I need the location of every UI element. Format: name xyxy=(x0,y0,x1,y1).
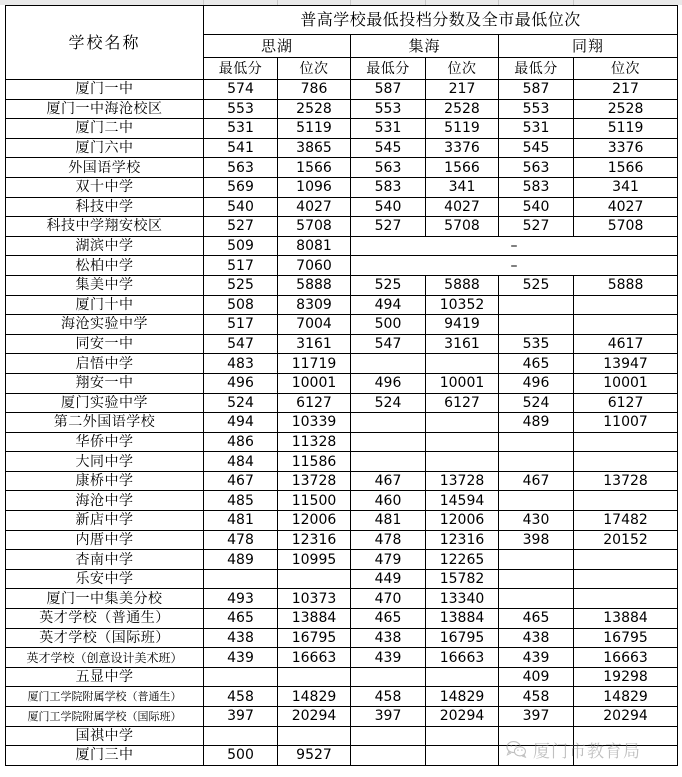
cell-sihu-minscore: 541 xyxy=(204,138,278,158)
cell-sihu-rank: 4027 xyxy=(278,197,351,217)
cell-tongxiang-minscore xyxy=(499,746,574,766)
cell-jihai-rank: 16663 xyxy=(426,648,499,668)
table-row xyxy=(6,432,678,452)
cell-tongxiang-rank: 20294 xyxy=(574,707,678,727)
cell-sihu-rank: 10001 xyxy=(278,373,351,393)
table-row xyxy=(6,530,678,550)
cell-sihu-minscore: 465 xyxy=(204,609,278,629)
cell-sihu-rank: 8309 xyxy=(278,295,351,315)
cell-jihai-rank: 217 xyxy=(426,80,499,100)
cell-jihai-rank: 20294 xyxy=(426,707,499,727)
cell-tongxiang-minscore xyxy=(499,550,574,570)
school-name-cell: 华侨中学 xyxy=(6,432,204,452)
cell-jihai-rank xyxy=(426,354,499,374)
cell-jihai-minscore xyxy=(351,667,426,687)
cell-sihu-minscore: 563 xyxy=(204,158,278,178)
cell-jihai-minscore: 583 xyxy=(351,177,426,197)
cell-jihai-rank: 13340 xyxy=(426,589,499,609)
cell-sihu-rank xyxy=(278,726,351,746)
cell-tongxiang-minscore: 489 xyxy=(499,413,574,433)
cell-jihai-rank: 13728 xyxy=(426,471,499,491)
cell-jihai-rank xyxy=(426,746,499,766)
header-group-sihu: 思湖 xyxy=(204,35,351,58)
cell-tongxiang-rank: 16663 xyxy=(574,648,678,668)
cell-sihu-rank: 3865 xyxy=(278,138,351,158)
cell-sihu-rank: 5119 xyxy=(278,119,351,139)
cell-jihai-rank: 16795 xyxy=(426,628,499,648)
school-name-cell: 双十中学 xyxy=(6,177,204,197)
cell-tongxiang-rank: 341 xyxy=(574,177,678,197)
table-row xyxy=(6,295,678,315)
cell-tongxiang-minscore: 465 xyxy=(499,354,574,374)
cell-sihu-rank: 786 xyxy=(278,80,351,100)
school-name-cell: 第二外国语学校 xyxy=(6,413,204,433)
cell-sihu-rank: 5888 xyxy=(278,275,351,295)
school-name-cell: 厦门六中 xyxy=(6,138,204,158)
cell-jihai-rank: 5119 xyxy=(426,119,499,139)
cell-sihu-rank: 6127 xyxy=(278,393,351,413)
school-name-cell: 海沧实验中学 xyxy=(6,315,204,335)
cell-jihai-minscore: 458 xyxy=(351,687,426,707)
cell-jihai-rank: 14829 xyxy=(426,687,499,707)
table-row xyxy=(6,491,678,511)
cell-tongxiang-minscore: 527 xyxy=(499,217,574,237)
cell-tongxiang-minscore: 398 xyxy=(499,530,574,550)
school-name-cell: 英才学校（创意设计美术班） xyxy=(6,648,204,668)
cell-tongxiang-minscore xyxy=(499,315,574,335)
table-row xyxy=(6,667,678,687)
cell-jihai-minscore: 540 xyxy=(351,197,426,217)
cell-tongxiang-minscore: 496 xyxy=(499,373,574,393)
cell-sihu-minscore: 517 xyxy=(204,256,278,276)
cell-sihu-minscore: 484 xyxy=(204,452,278,472)
cell-sihu-rank: 16663 xyxy=(278,648,351,668)
cell-tongxiang-minscore xyxy=(499,491,574,511)
cell-jihai-rank: 14594 xyxy=(426,491,499,511)
school-name-cell: 厦门一中集美分校 xyxy=(6,589,204,609)
header-jihai-rank: 位次 xyxy=(426,58,499,80)
cell-no-data-dash: – xyxy=(351,256,678,276)
cell-tongxiang-minscore: 531 xyxy=(499,119,574,139)
table-row xyxy=(6,197,678,217)
cell-sihu-minscore: 494 xyxy=(204,413,278,433)
cell-jihai-minscore xyxy=(351,432,426,452)
cell-tongxiang-rank xyxy=(574,295,678,315)
cell-tongxiang-rank xyxy=(574,452,678,472)
cell-tongxiang-rank xyxy=(574,315,678,335)
cell-jihai-rank xyxy=(426,726,499,746)
cell-tongxiang-rank: 13884 xyxy=(574,609,678,629)
cell-sihu-minscore: 500 xyxy=(204,746,278,766)
table-row xyxy=(6,315,678,335)
table-row xyxy=(6,99,678,119)
cell-tongxiang-minscore: 524 xyxy=(499,393,574,413)
cell-sihu-minscore: 467 xyxy=(204,471,278,491)
school-name-cell: 新店中学 xyxy=(6,511,204,531)
cell-sihu-minscore: 439 xyxy=(204,648,278,668)
school-name-cell: 厦门一中海沧校区 xyxy=(6,99,204,119)
cell-jihai-rank: 1566 xyxy=(426,158,499,178)
cell-sihu-minscore: 525 xyxy=(204,275,278,295)
table-row xyxy=(6,628,678,648)
header-tongxiang-rank: 位次 xyxy=(574,58,678,80)
cell-tongxiang-rank: 5119 xyxy=(574,119,678,139)
cell-sihu-minscore: 508 xyxy=(204,295,278,315)
cell-jihai-rank: 4027 xyxy=(426,197,499,217)
table-row xyxy=(6,217,678,237)
table-row xyxy=(6,452,678,472)
cell-sihu-rank: 20294 xyxy=(278,707,351,727)
header-sihu-rank: 位次 xyxy=(278,58,351,80)
cell-tongxiang-rank xyxy=(574,491,678,511)
table-row xyxy=(6,648,678,668)
header-jihai-minscore: 最低分 xyxy=(351,58,426,80)
cell-jihai-rank: 3376 xyxy=(426,138,499,158)
cell-tongxiang-rank: 6127 xyxy=(574,393,678,413)
school-name-cell: 五显中学 xyxy=(6,667,204,687)
cell-sihu-rank: 11719 xyxy=(278,354,351,374)
cell-jihai-minscore: 460 xyxy=(351,491,426,511)
school-name-cell: 厦门一中 xyxy=(6,80,204,100)
cell-tongxiang-rank: 16795 xyxy=(574,628,678,648)
school-name-cell: 集美中学 xyxy=(6,275,204,295)
cell-sihu-rank: 11500 xyxy=(278,491,351,511)
cell-jihai-minscore: 553 xyxy=(351,99,426,119)
cell-sihu-rank: 10373 xyxy=(278,589,351,609)
cell-tongxiang-rank: 2528 xyxy=(574,99,678,119)
cell-sihu-minscore: 531 xyxy=(204,119,278,139)
cell-no-data-dash: – xyxy=(351,236,678,256)
school-name-cell: 松柏中学 xyxy=(6,256,204,276)
cell-tongxiang-minscore xyxy=(499,432,574,452)
cell-tongxiang-minscore: 438 xyxy=(499,628,574,648)
cell-sihu-minscore: 458 xyxy=(204,687,278,707)
cell-jihai-minscore: 478 xyxy=(351,530,426,550)
cell-sihu-rank: 12316 xyxy=(278,530,351,550)
cell-tongxiang-minscore: 563 xyxy=(499,158,574,178)
cell-sihu-minscore: 481 xyxy=(204,511,278,531)
table-row xyxy=(6,726,678,746)
cell-sihu-minscore: 489 xyxy=(204,550,278,570)
cell-sihu-minscore: 478 xyxy=(204,530,278,550)
cell-sihu-minscore: 527 xyxy=(204,217,278,237)
cell-jihai-rank xyxy=(426,452,499,472)
cell-tongxiang-rank: 13728 xyxy=(574,471,678,491)
cell-sihu-minscore: 486 xyxy=(204,432,278,452)
cell-sihu-rank: 3161 xyxy=(278,334,351,354)
cell-jihai-minscore: 525 xyxy=(351,275,426,295)
cell-sihu-rank: 11328 xyxy=(278,432,351,452)
school-name-cell: 科技中学 xyxy=(6,197,204,217)
cell-sihu-minscore: 509 xyxy=(204,236,278,256)
cell-sihu-minscore: 547 xyxy=(204,334,278,354)
cell-tongxiang-minscore: 553 xyxy=(499,99,574,119)
cell-tongxiang-rank: 17482 xyxy=(574,511,678,531)
school-name-cell: 英才学校（国际班） xyxy=(6,628,204,648)
school-name-cell: 厦门二中 xyxy=(6,119,204,139)
cell-sihu-rank xyxy=(278,667,351,687)
cell-tongxiang-minscore: 535 xyxy=(499,334,574,354)
cell-jihai-rank xyxy=(426,413,499,433)
admission-scores-table xyxy=(5,5,678,766)
cell-jihai-rank: 13884 xyxy=(426,609,499,629)
header-sihu-minscore: 最低分 xyxy=(204,58,278,80)
cell-tongxiang-rank: 19298 xyxy=(574,667,678,687)
cell-tongxiang-minscore: 465 xyxy=(499,609,574,629)
cell-sihu-minscore: 569 xyxy=(204,177,278,197)
cell-sihu-minscore xyxy=(204,667,278,687)
cell-tongxiang-rank: 4027 xyxy=(574,197,678,217)
cell-tongxiang-minscore: 583 xyxy=(499,177,574,197)
cell-jihai-rank: 12006 xyxy=(426,511,499,531)
cell-tongxiang-rank xyxy=(574,726,678,746)
cell-tongxiang-rank: 20152 xyxy=(574,530,678,550)
cell-tongxiang-rank: 217 xyxy=(574,80,678,100)
cell-jihai-minscore: 496 xyxy=(351,373,426,393)
school-name-cell: 康桥中学 xyxy=(6,471,204,491)
cell-sihu-minscore: 397 xyxy=(204,707,278,727)
cell-tongxiang-rank xyxy=(574,432,678,452)
table-row xyxy=(6,354,678,374)
table-row xyxy=(6,707,678,727)
cell-sihu-minscore: 496 xyxy=(204,373,278,393)
school-name-cell: 外国语学校 xyxy=(6,158,204,178)
cell-jihai-rank: 6127 xyxy=(426,393,499,413)
cell-sihu-minscore: 574 xyxy=(204,80,278,100)
cell-sihu-rank: 11586 xyxy=(278,452,351,472)
cell-tongxiang-minscore xyxy=(499,452,574,472)
school-name-cell: 厦门三中 xyxy=(6,746,204,766)
school-name-cell: 内厝中学 xyxy=(6,530,204,550)
cell-tongxiang-rank: 4617 xyxy=(574,334,678,354)
cell-sihu-rank xyxy=(278,569,351,589)
school-name-cell: 湖滨中学 xyxy=(6,236,204,256)
cell-tongxiang-minscore: 467 xyxy=(499,471,574,491)
school-name-cell: 翔安一中 xyxy=(6,373,204,393)
table-row xyxy=(6,511,678,531)
school-name-cell: 乐安中学 xyxy=(6,569,204,589)
cell-tongxiang-minscore: 525 xyxy=(499,275,574,295)
table-row xyxy=(6,236,678,256)
school-name-cell: 厦门工学院附属学校（普通生） xyxy=(6,687,204,707)
cell-tongxiang-rank xyxy=(574,589,678,609)
header-main-title: 普高学校最低投档分数及全市最低位次 xyxy=(204,6,678,35)
table-row xyxy=(6,275,678,295)
cell-sihu-rank: 7060 xyxy=(278,256,351,276)
cell-jihai-minscore: 481 xyxy=(351,511,426,531)
cell-sihu-rank: 14829 xyxy=(278,687,351,707)
cell-sihu-rank: 13884 xyxy=(278,609,351,629)
cell-jihai-minscore: 527 xyxy=(351,217,426,237)
school-name-cell: 大同中学 xyxy=(6,452,204,472)
table-row xyxy=(6,334,678,354)
cell-tongxiang-rank: 13947 xyxy=(574,354,678,374)
cell-tongxiang-rank: 10001 xyxy=(574,373,678,393)
cell-jihai-rank: 12265 xyxy=(426,550,499,570)
table-row xyxy=(6,158,678,178)
cell-sihu-rank: 2528 xyxy=(278,99,351,119)
cell-jihai-rank: 10352 xyxy=(426,295,499,315)
cell-tongxiang-minscore: 430 xyxy=(499,511,574,531)
cell-tongxiang-rank: 11007 xyxy=(574,413,678,433)
cell-jihai-rank: 5888 xyxy=(426,275,499,295)
cell-jihai-rank: 2528 xyxy=(426,99,499,119)
table-row xyxy=(6,80,678,100)
cell-jihai-rank xyxy=(426,667,499,687)
school-name-cell: 同安一中 xyxy=(6,334,204,354)
cell-sihu-minscore: 553 xyxy=(204,99,278,119)
cell-tongxiang-minscore: 397 xyxy=(499,707,574,727)
header-school-name: 学校名称 xyxy=(6,6,204,80)
cell-jihai-rank: 9419 xyxy=(426,315,499,335)
table-row xyxy=(6,471,678,491)
table-row xyxy=(6,119,678,139)
cell-sihu-minscore: 517 xyxy=(204,315,278,335)
cell-tongxiang-minscore xyxy=(499,295,574,315)
table-row xyxy=(6,550,678,570)
cell-sihu-rank: 9527 xyxy=(278,746,351,766)
table-row xyxy=(6,609,678,629)
cell-tongxiang-rank: 14829 xyxy=(574,687,678,707)
cell-jihai-minscore: 467 xyxy=(351,471,426,491)
cell-sihu-minscore: 483 xyxy=(204,354,278,374)
cell-jihai-minscore: 397 xyxy=(351,707,426,727)
cell-tongxiang-minscore xyxy=(499,726,574,746)
school-name-cell: 科技中学翔安校区 xyxy=(6,217,204,237)
cell-jihai-minscore xyxy=(351,452,426,472)
table-head xyxy=(6,6,678,80)
score-table-container xyxy=(5,5,677,766)
cell-jihai-minscore: 563 xyxy=(351,158,426,178)
cell-jihai-rank: 5708 xyxy=(426,217,499,237)
cell-sihu-minscore xyxy=(204,726,278,746)
cell-jihai-minscore: 449 xyxy=(351,569,426,589)
school-name-cell: 国祺中学 xyxy=(6,726,204,746)
cell-jihai-minscore: 500 xyxy=(351,315,426,335)
table-row xyxy=(6,177,678,197)
cell-sihu-rank: 1566 xyxy=(278,158,351,178)
cell-jihai-minscore: 524 xyxy=(351,393,426,413)
cell-tongxiang-minscore: 409 xyxy=(499,667,574,687)
table-row xyxy=(6,746,678,766)
cell-sihu-minscore: 540 xyxy=(204,197,278,217)
cell-jihai-minscore: 479 xyxy=(351,550,426,570)
cell-tongxiang-rank: 5888 xyxy=(574,275,678,295)
cell-sihu-minscore xyxy=(204,569,278,589)
school-name-cell: 厦门实验中学 xyxy=(6,393,204,413)
cell-jihai-rank: 10001 xyxy=(426,373,499,393)
cell-tongxiang-rank: 3376 xyxy=(574,138,678,158)
cell-tongxiang-minscore xyxy=(499,569,574,589)
header-group-jihai: 集海 xyxy=(351,35,499,58)
cell-tongxiang-minscore: 587 xyxy=(499,80,574,100)
school-name-cell: 杏南中学 xyxy=(6,550,204,570)
cell-jihai-minscore: 494 xyxy=(351,295,426,315)
table-row xyxy=(6,687,678,707)
cell-tongxiang-minscore xyxy=(499,589,574,609)
header-tongxiang-minscore: 最低分 xyxy=(499,58,574,80)
header-group-tongxiang: 同翔 xyxy=(499,35,678,58)
cell-jihai-minscore: 545 xyxy=(351,138,426,158)
cell-sihu-rank: 5708 xyxy=(278,217,351,237)
watermark-text: 厦门市教育局 xyxy=(533,741,641,762)
school-name-cell: 厦门工学院附属学校（国际班） xyxy=(6,707,204,727)
cell-jihai-minscore: 465 xyxy=(351,609,426,629)
cell-sihu-minscore: 524 xyxy=(204,393,278,413)
cell-tongxiang-minscore: 458 xyxy=(499,687,574,707)
cell-tongxiang-rank: 5708 xyxy=(574,217,678,237)
cell-jihai-minscore: 547 xyxy=(351,334,426,354)
cell-tongxiang-rank xyxy=(574,746,678,766)
cell-jihai-minscore: 439 xyxy=(351,648,426,668)
cell-sihu-rank: 1096 xyxy=(278,177,351,197)
cell-jihai-rank: 3161 xyxy=(426,334,499,354)
cell-jihai-rank xyxy=(426,432,499,452)
school-name-cell: 英才学校（普通生） xyxy=(6,609,204,629)
table-row xyxy=(6,138,678,158)
cell-sihu-rank: 16795 xyxy=(278,628,351,648)
cell-sihu-rank: 13728 xyxy=(278,471,351,491)
cell-sihu-rank: 10995 xyxy=(278,550,351,570)
table-row xyxy=(6,569,678,589)
cell-sihu-rank: 8081 xyxy=(278,236,351,256)
cell-jihai-rank: 12316 xyxy=(426,530,499,550)
cell-sihu-rank: 10339 xyxy=(278,413,351,433)
cell-sihu-minscore: 485 xyxy=(204,491,278,511)
cell-jihai-minscore: 470 xyxy=(351,589,426,609)
cell-jihai-minscore xyxy=(351,726,426,746)
cell-sihu-minscore: 438 xyxy=(204,628,278,648)
cell-sihu-minscore: 493 xyxy=(204,589,278,609)
cell-jihai-rank: 341 xyxy=(426,177,499,197)
cell-tongxiang-rank xyxy=(574,569,678,589)
cell-tongxiang-rank xyxy=(574,550,678,570)
cell-sihu-rank: 12006 xyxy=(278,511,351,531)
cell-jihai-minscore: 438 xyxy=(351,628,426,648)
cell-jihai-minscore xyxy=(351,746,426,766)
cell-sihu-rank: 7004 xyxy=(278,315,351,335)
table-row xyxy=(6,256,678,276)
cell-tongxiang-rank: 1566 xyxy=(574,158,678,178)
cell-tongxiang-minscore: 439 xyxy=(499,648,574,668)
table-row xyxy=(6,413,678,433)
table-body xyxy=(6,80,678,766)
cell-jihai-minscore xyxy=(351,413,426,433)
school-name-cell: 海沧中学 xyxy=(6,491,204,511)
cell-tongxiang-minscore: 545 xyxy=(499,138,574,158)
table-row xyxy=(6,393,678,413)
table-row xyxy=(6,373,678,393)
cell-tongxiang-minscore: 540 xyxy=(499,197,574,217)
school-name-cell: 启悟中学 xyxy=(6,354,204,374)
school-name-cell: 厦门十中 xyxy=(6,295,204,315)
table-row xyxy=(6,589,678,609)
cell-jihai-rank: 15782 xyxy=(426,569,499,589)
cell-jihai-minscore: 587 xyxy=(351,80,426,100)
cell-jihai-minscore: 531 xyxy=(351,119,426,139)
cell-jihai-minscore xyxy=(351,354,426,374)
